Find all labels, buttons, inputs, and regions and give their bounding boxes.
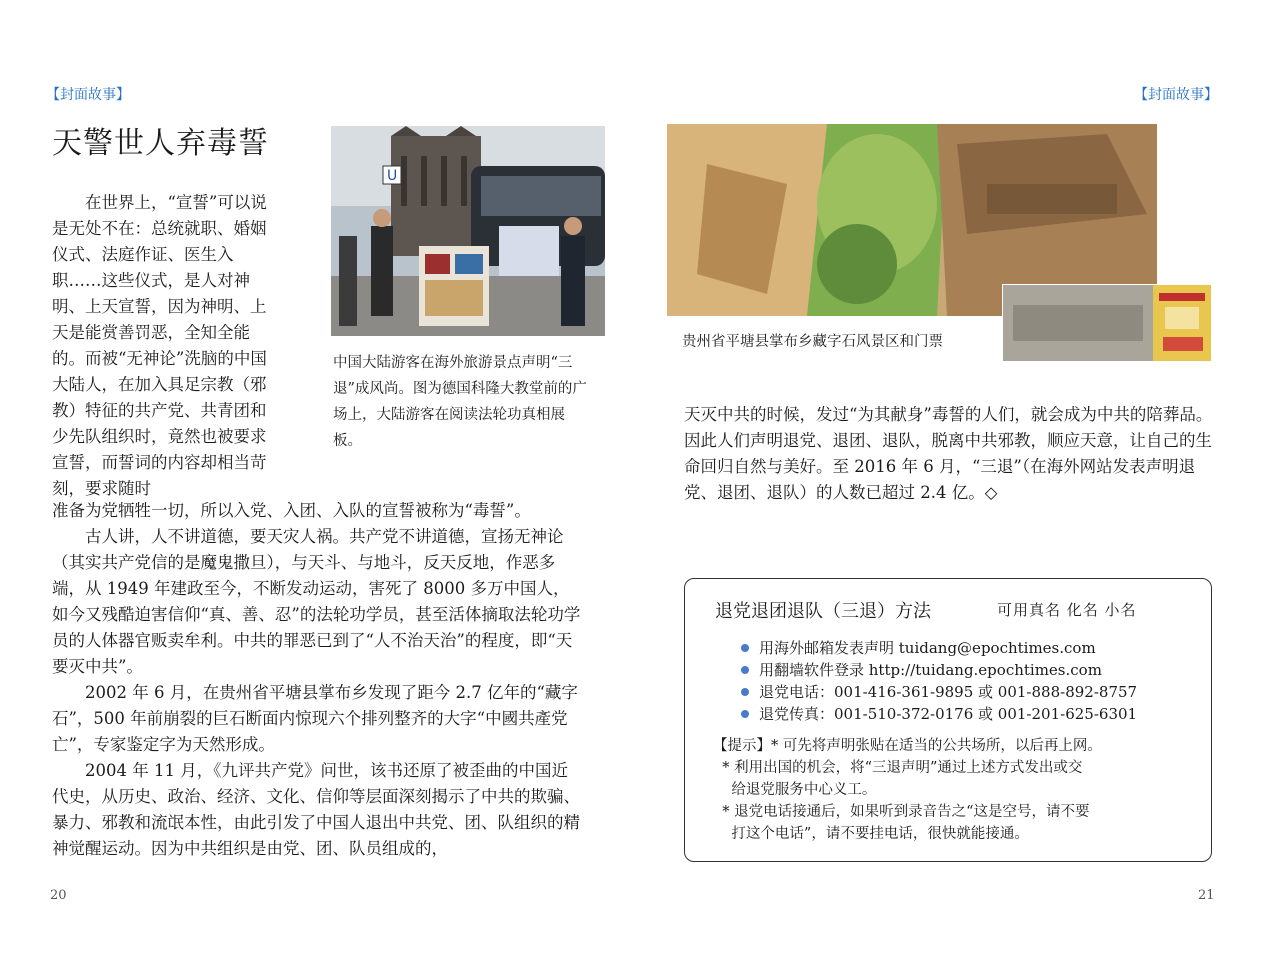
paragraph-right: 天灭中共的时候，发过“为其献身”毒誓的人们，就会成为中共的陪葬品。因此人们声明退党、退团、退队，脱离中共邪教，顺应天意，让自己的生命回归自然与美好。至 2016 年 6 月，“三退”（在海外网站发表声明退党、退团、退队）的人数已超过 2.4 亿。◇ bbox=[684, 405, 1213, 502]
cliff-photo-caption: 贵州省平塘县掌布乡藏字石风景区和门票 bbox=[682, 334, 943, 350]
page-number-left: 20 bbox=[50, 888, 67, 903]
article-column-left bbox=[52, 498, 582, 862]
box-subtitle: 可用真名 化名 小名 bbox=[997, 601, 1137, 619]
tip-line: * 退党电话接通后，如果听到录音告之“这是空号，请不要 bbox=[713, 804, 1090, 820]
zangzishi-ticket-photo bbox=[1002, 284, 1212, 362]
method-email: 用海外邮箱发表声明 tuidang@epochtimes.com bbox=[741, 637, 1137, 659]
methods-list bbox=[741, 637, 1137, 725]
method-fax: 退党传真：001-510-372-0176 或 001-201-625-6301 bbox=[741, 703, 1137, 725]
method-phone: 退党电话：001-416-361-9895 或 001-888-892-8757 bbox=[741, 681, 1137, 703]
section-tag-left: 【封面故事】 bbox=[46, 87, 130, 103]
cologne-photo-caption: 中国大陆游客在海外旅游景点声明“三退”成风尚。图为德国科隆大教堂前的广场上，大陆游客在阅读法轮功真相展板。 bbox=[333, 355, 587, 449]
method-website: 用翻墙软件登录 http://tuidang.epochtimes.com bbox=[741, 659, 1137, 681]
tip-line: * 利用出国的机会，将“三退声明”通过上述方式发出或交 bbox=[713, 760, 1083, 776]
ticket-photo-illustration bbox=[1003, 285, 1211, 361]
paragraph-intro: 在世界上，“宣誓”可以说是无处不在：总统就职、婚姻仪式、法庭作证、医生入职……这些仪式，是人对神明、上天宣誓，因为神明、上天是能赏善罚恶，全知全能的。而被“无神论”洗脑的中国大陆人，在加入具足宗教（邪教）特征的共产党、共青团和少先队组织时，竟然也被要求宣誓，而誓词的内容却相当苛刻，要求随时 bbox=[52, 193, 267, 498]
paragraph-intro-continued: 准备为党牺牲一切，所以入党、入团、入队的宣誓被称为“毒誓”。 bbox=[52, 501, 531, 520]
tips-section bbox=[713, 735, 1193, 845]
section-tag-right: 【封面故事】 bbox=[1134, 87, 1218, 103]
tip-line: 给退党服务中心义工。 bbox=[713, 782, 877, 798]
cologne-photo-illustration bbox=[331, 126, 605, 336]
cologne-square-photo bbox=[331, 126, 605, 336]
box-title: 退党退团退队（三退）方法 bbox=[715, 601, 931, 622]
ubahn-sign: U bbox=[387, 168, 398, 184]
paragraph-4: 2004 年 11 月，《九评共产党》问世，该书还原了被歪曲的中国近代史，从历史、政治、经济、文化、信仰等层面深刻揭示了中共的欺骗、暴力、邪教和流氓本性，由此引发了中国人退出中共党、团、队组织的精神觉醒运动。因为中共组织是由党、团、队员组成的， bbox=[52, 761, 580, 858]
article-column-right bbox=[684, 402, 1216, 506]
tip-line: 打这个电话”，请不要挂电话，很快就能接通。 bbox=[713, 826, 1029, 842]
paragraph-2: 古人讲，人不讲道德，要天灾人祸。共产党不讲道德，宣扬无神论（其实共产党信的是魔鬼撒旦），与天斗、与地斗，反天反地，作恶多端，从 1949 年建政至今，不断发动运动，害死了 8000 多万中国人，如今又残酷迫害信仰“真、善、忍”的法轮功学员，甚至活体摘取法轮功学员的人体器官贩卖牟利。中共的罪恶已到了“人不治天治”的程度，即“天要灭中共”。 bbox=[52, 527, 581, 676]
tip-line: 【提示】* 可先将声明张贴在适当的公共场所，以后再上网。 bbox=[713, 738, 1102, 754]
page-number-right: 21 bbox=[1198, 888, 1215, 903]
tuidang-methods-box bbox=[684, 578, 1212, 862]
paragraph-3: 2002 年 6 月，在贵州省平塘县掌布乡发现了距今 2.7 亿年的“藏字石”，500 年前崩裂的巨石断面内惊现六个排列整齐的大字“中國共產党亡”，专家鉴定字为天然形成。 bbox=[52, 683, 578, 754]
article-column-narrow bbox=[52, 190, 278, 502]
article-title: 天警世人弃毒誓 bbox=[52, 126, 269, 161]
